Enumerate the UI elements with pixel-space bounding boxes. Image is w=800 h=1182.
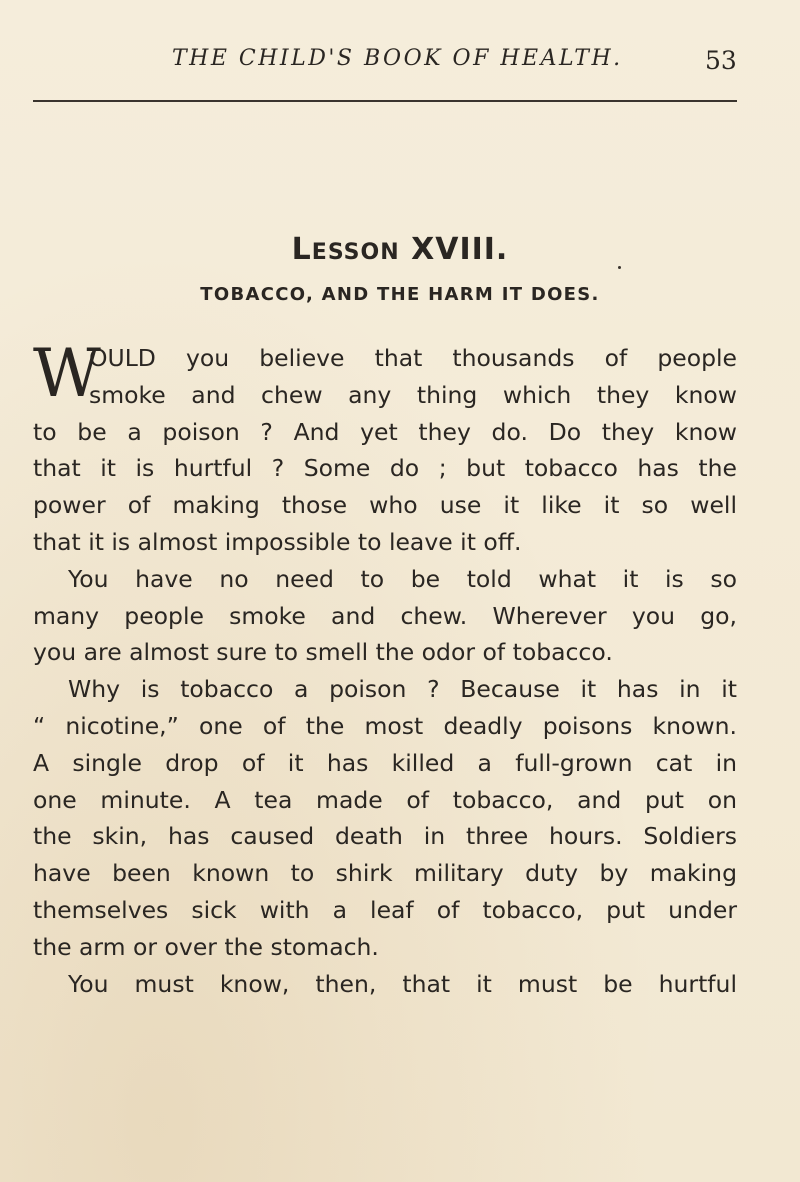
paragraph-line: that it is hurtful ? Some do ; but tobacco has the	[33, 454, 737, 483]
paragraph-line: You have no need to be told what it is so	[68, 564, 737, 593]
paragraph-line: to be a poison ? And yet they do. Do they know	[33, 417, 737, 446]
paragraph-line: smoke and chew any thing which they know	[89, 380, 737, 409]
paragraph-line: many people smoke and chew. Wherever you go,	[33, 601, 737, 630]
lesson-heading-initial: L	[291, 232, 312, 267]
paragraph-line: that it is almost impossible to leave it off.	[33, 527, 522, 556]
lesson-heading	[0, 232, 800, 267]
lesson-subtitle: TOBACCO, AND THE HARM IT DOES.	[200, 284, 600, 305]
paragraph-line: power of making those who use it like it so well	[33, 491, 737, 520]
running-title: THE CHILD'S BOOK OF HEALTH.	[172, 46, 623, 71]
header-rule	[33, 100, 737, 102]
paragraph-line: “ nicotine,” one of the most deadly poisons known.	[33, 711, 737, 740]
running-head	[0, 46, 800, 86]
lesson-heading-word: ESSON	[311, 240, 400, 265]
paragraph-line: the arm or over the stomach.	[33, 932, 379, 961]
lesson-number: XVIII.	[411, 232, 509, 267]
body-text	[33, 335, 737, 1002]
stray-dot	[618, 266, 621, 269]
paragraph-line: have been known to shirk military duty by making	[33, 859, 737, 888]
paragraph-line: A single drop of it has killed a full-grown cat in	[33, 748, 737, 777]
paragraph-line: Why is tobacco a poison ? Because it has in it	[68, 675, 737, 704]
paragraph-line: you are almost sure to smell the odor of tobacco.	[33, 638, 613, 667]
paragraph-line: You must know, then, that it must be hurtful	[68, 969, 737, 998]
paragraph-line: OULD you believe that thousands of people	[89, 344, 737, 372]
drop-cap: W	[33, 335, 101, 412]
paragraph-line: themselves sick with a leaf of tobacco, put under	[33, 895, 737, 924]
paragraph-line: one minute. A tea made of tobacco, and put on	[33, 785, 737, 814]
page-number: 53	[705, 46, 737, 75]
paragraph-line: the skin, has caused death in three hours. Soldiers	[33, 822, 737, 851]
